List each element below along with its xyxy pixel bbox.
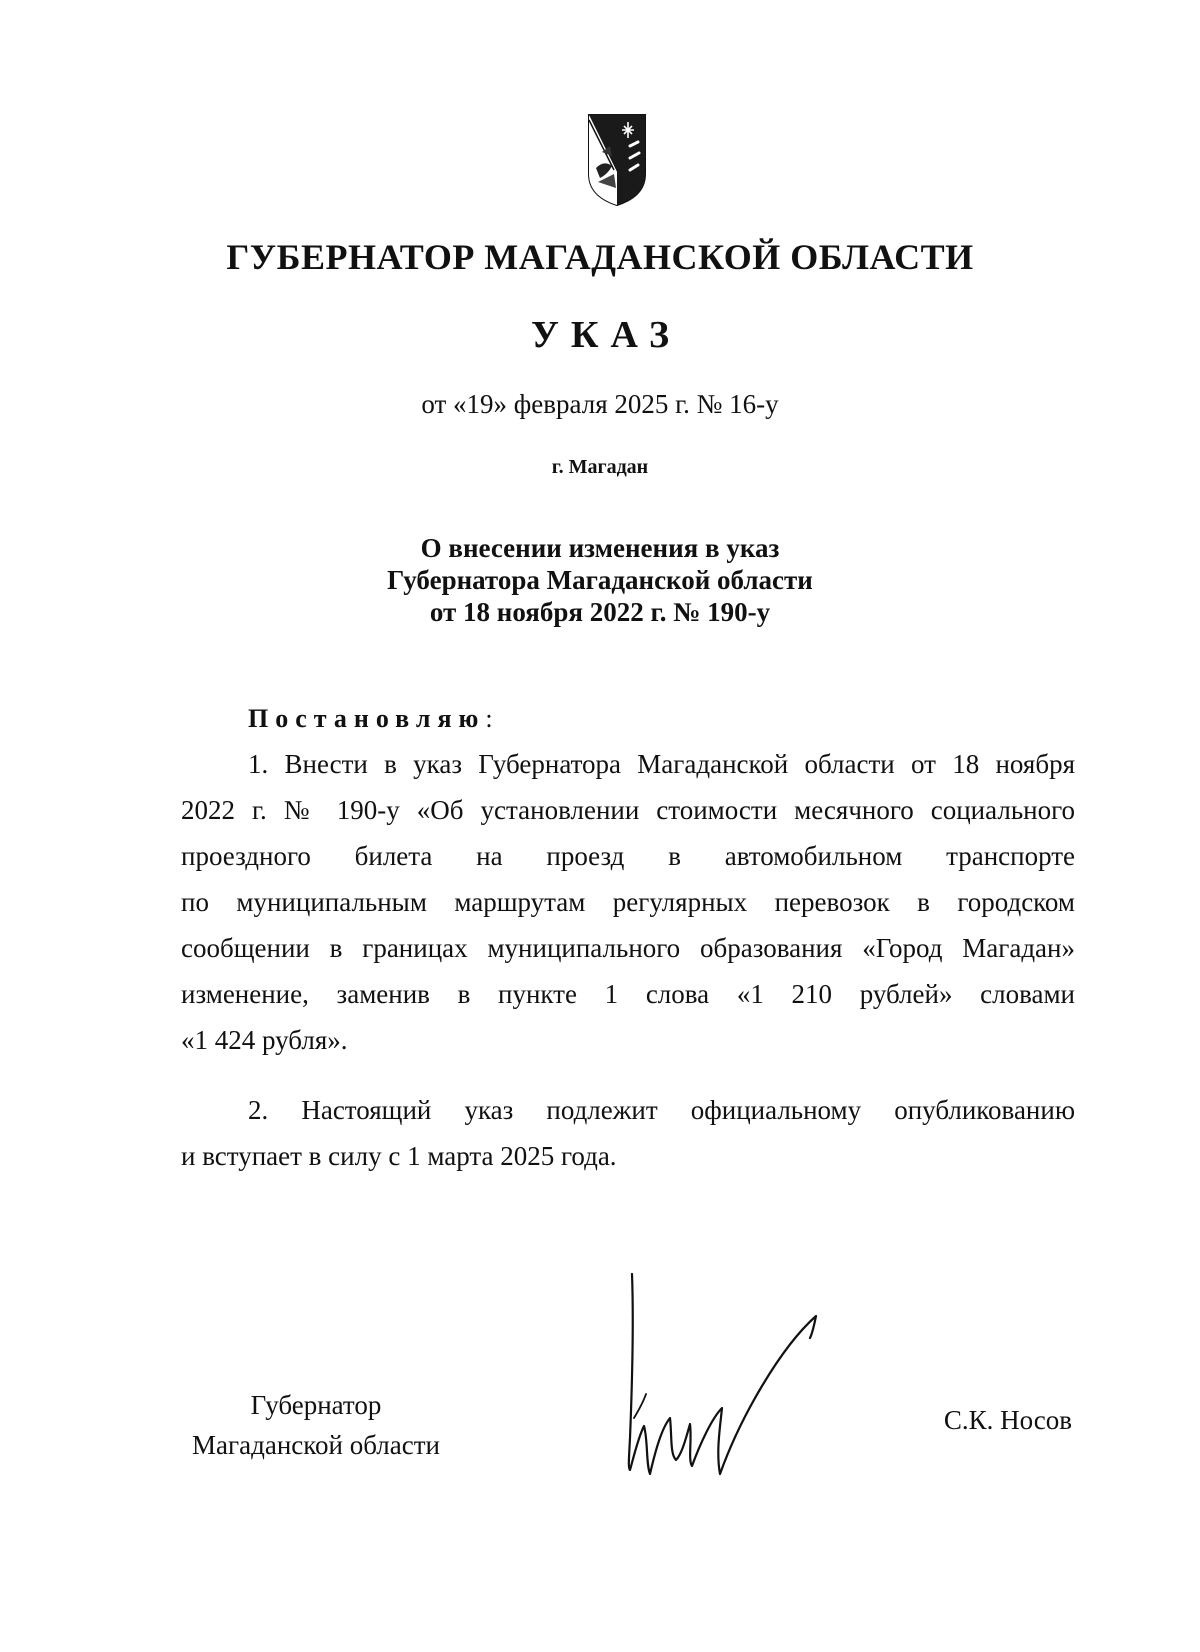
paragraph-line: «1 424 рубля». [181,1025,348,1055]
signatory-title-line: Магаданской области [192,1430,440,1460]
paragraph-line: 2. Настоящий указ подлежит официальному опубликованию [248,1095,1075,1125]
signatory-title [181,1385,451,1465]
coat-of-arms-icon [586,112,648,208]
paragraph-line: проездного билета на проезд в автомобильном транспорте [181,841,1075,871]
document-city: г. Магадан [551,456,649,478]
paragraph-line: сообщении в границах муниципального образования «Город Магадан» [181,933,1075,963]
paragraph-line: и вступает в силу с 1 марта 2025 года. [181,1141,617,1171]
document-subject [0,532,1200,628]
paragraph-line: 1. Внести в указ Губернатора Магаданской области от 18 ноября [248,749,1075,779]
subject-line: Губернатора Магаданской области [387,565,813,595]
decree-item-1 [181,741,1075,1063]
document-type-title: УКАЗ [531,314,681,356]
paragraph-line: 2022 г. № 190-у «Об установлении стоимости месячного социального [181,795,1075,825]
signatory-name: С.К. Носов [943,1405,1072,1435]
subject-line: от 18 ноября 2022 г. № 190-у [429,597,771,627]
handwritten-signature [620,1268,850,1498]
issuing-authority: ГУБЕРНАТОР МАГАДАНСКОЙ ОБЛАСТИ [226,237,974,277]
decree-word-colon: : [485,704,493,733]
decree-word-text: Постановляю [248,704,486,733]
decree-resolution-word [248,704,493,734]
subject-line: О внесении изменения в указ [420,533,780,563]
signatory-title-line: Губернатор [250,1390,382,1420]
paragraph-line: изменение, заменив в пункте 1 слова «1 210 рублей» словами [181,979,1075,1009]
decree-item-2 [181,1087,1075,1179]
paragraph-line: по муниципальным маршрутам регулярных перевозок в городском [181,887,1075,917]
document-date-number: от «19» февраля 2025 г. № 16-у [421,389,779,419]
